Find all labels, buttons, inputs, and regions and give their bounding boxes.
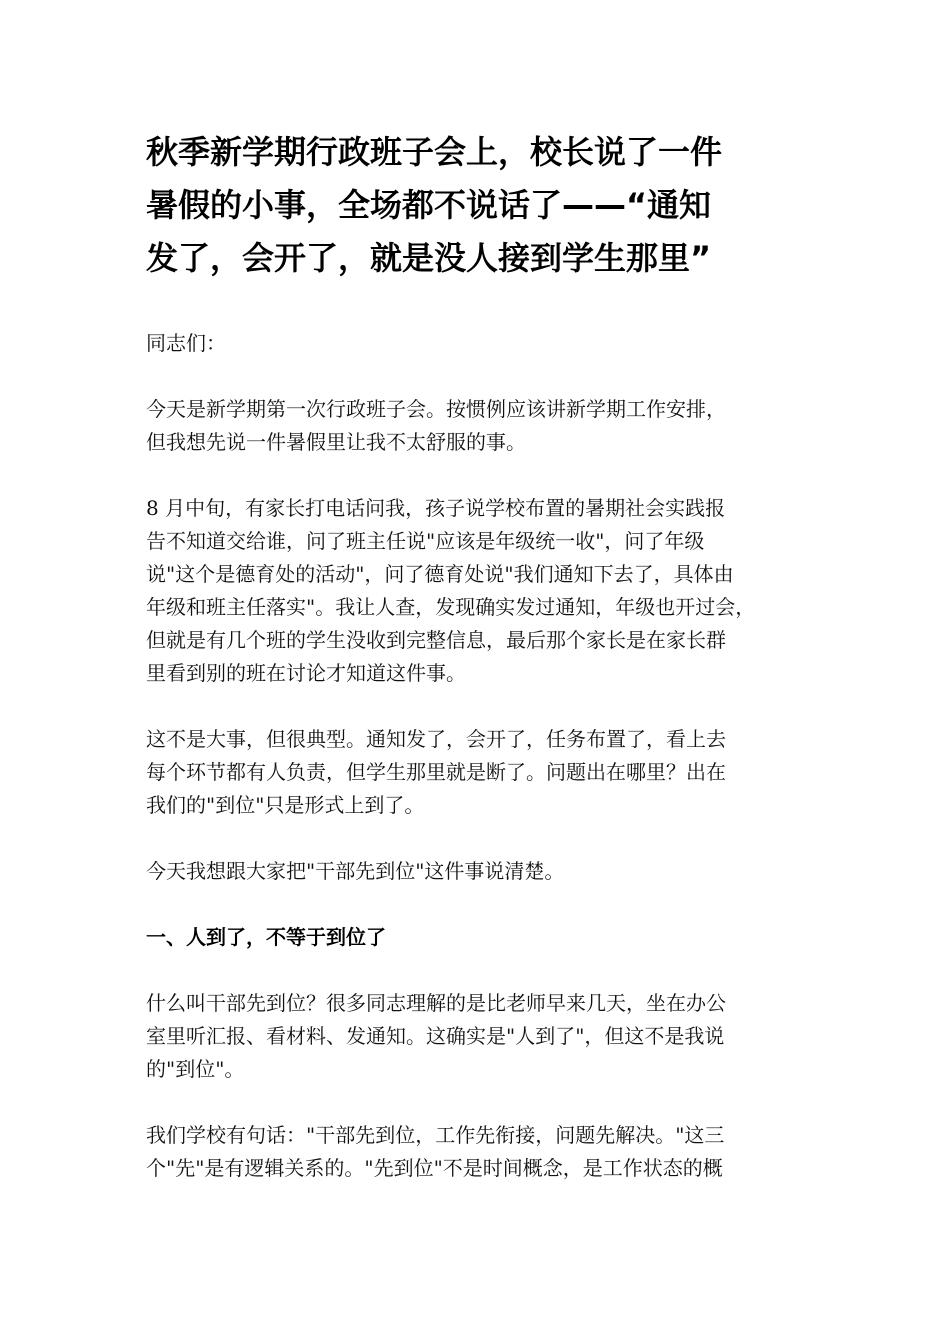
document-title: [146, 126, 836, 285]
paragraph-line: 我们的"到位"只是形式上到了。: [146, 793, 425, 817]
document-page: [146, 126, 836, 1185]
paragraph-line: 这不是大事，但很典型。通知发了，会开了，任务布置了，看上去: [146, 727, 726, 751]
paragraph-line: 但就是有几个班的学生没收到完整信息，最后那个家长是在家长群: [146, 628, 726, 652]
paragraph-line: 室里听汇报、看材料、发通知。这确实是"人到了"，但这不是我说: [146, 1024, 725, 1048]
salutation: [146, 327, 836, 360]
paragraph-line: 但我想先说一件暑假里让我不太舒服的事。: [146, 430, 526, 454]
paragraph-line: 什么叫干部先到位？很多同志理解的是比老师早来几天，坐在办公: [146, 991, 726, 1015]
salutation-text: 同志们：: [146, 331, 226, 355]
paragraph-line: 里看到别的班在讨论才知道这件事。: [146, 661, 466, 685]
paragraph-line: 今天是新学期第一次行政班子会。按惯例应该讲新学期工作安排，: [146, 397, 726, 421]
paragraph-analysis: [146, 723, 836, 822]
paragraph-line: 今天我想跟大家把"干部先到位"这件事说清楚。: [146, 859, 565, 883]
paragraph-line: 说"这个是德育处的活动"，问了德育处说"我们通知下去了，具体由: [146, 562, 734, 586]
paragraph-line: 我们学校有句话："干部先到位，工作先衔接，问题先解决。"这三: [146, 1123, 725, 1147]
paragraph-line: 8 月中旬，有家长打电话问我，孩子说学校布置的暑期社会实践报: [146, 496, 726, 520]
title-line: 秋季新学期行政班子会上，校长说了一件: [146, 133, 723, 171]
paragraph-motto: [146, 1119, 836, 1185]
paragraph-intro: [146, 393, 836, 459]
paragraph-line: 年级和班主任落实"。我让人查，发现确实发过通知，年级也开过会，: [146, 595, 756, 619]
paragraph-line: 告不知道交给谁，问了班主任说"应该是年级统一收"，问了年级: [146, 529, 705, 553]
paragraph-topic: [146, 855, 836, 888]
paragraph-line: 个"先"是有逻辑关系的。"先到位"不是时间概念，是工作状态的概: [146, 1156, 723, 1180]
section-heading: 一、人到了，不等于到位了: [146, 925, 386, 949]
paragraph-line: 的"到位"。: [146, 1057, 245, 1081]
title-line: 暑假的小事，全场都不说话了——“通知: [146, 186, 712, 224]
title-line: 发了，会开了，就是没人接到学生那里”: [146, 239, 712, 277]
paragraph-incident: [146, 492, 836, 690]
paragraph-line: 每个环节都有人负责，但学生那里就是断了。问题出在哪里？出在: [146, 760, 726, 784]
paragraph-definition: [146, 987, 836, 1086]
